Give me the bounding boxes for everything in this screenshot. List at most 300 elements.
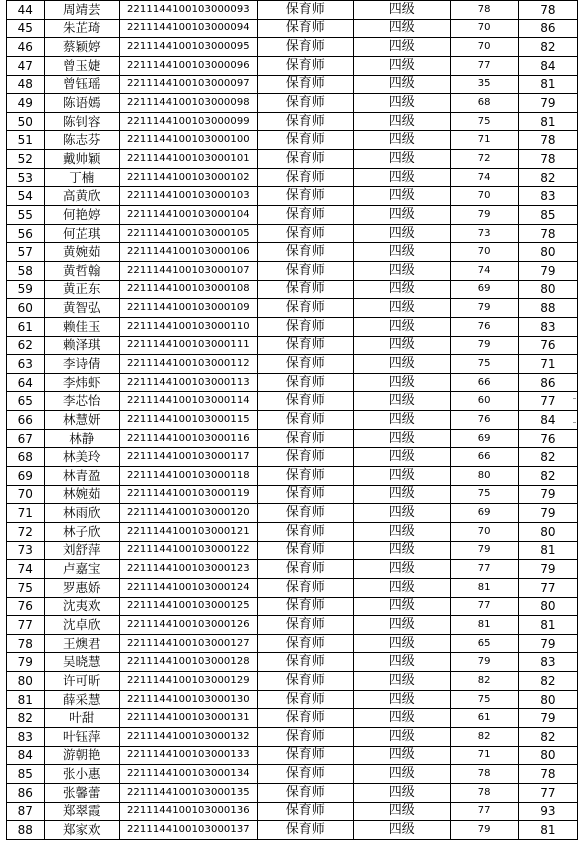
name-cell: 黄婉茹 — [44, 243, 119, 262]
skill-score-cell: 79 — [518, 634, 577, 653]
table-row — [7, 392, 578, 411]
occupation-cell: 保育师 — [257, 783, 353, 802]
table-row — [7, 150, 578, 169]
name-cell: 曾玉婕 — [44, 56, 119, 75]
skill-score-cell: 83 — [518, 317, 577, 336]
certificate-id-cell: 2211144100103000111 — [120, 336, 258, 355]
name-cell: 叶甜 — [44, 709, 119, 728]
certificate-id-cell: 2211144100103000116 — [120, 429, 258, 448]
skill-score-cell: 82 — [518, 467, 577, 486]
theory-score-cell: 66 — [450, 448, 518, 467]
skill-score-cell: 82 — [518, 168, 577, 187]
skill-score-cell: 78 — [518, 150, 577, 169]
row-number: 64 — [7, 373, 45, 392]
level-cell: 四级 — [353, 429, 450, 448]
skill-score-cell: 76 — [518, 336, 577, 355]
level-cell: 四级 — [353, 560, 450, 579]
row-number: 61 — [7, 317, 45, 336]
occupation-cell: 保育师 — [257, 765, 353, 784]
name-cell: 曾钰瑶 — [44, 75, 119, 94]
table-row — [7, 634, 578, 653]
theory-score-cell: 66 — [450, 373, 518, 392]
level-cell: 四级 — [353, 541, 450, 560]
skill-score-cell: 84 — [518, 56, 577, 75]
certificate-id-cell: 2211144100103000129 — [120, 672, 258, 691]
theory-score-cell: 76 — [450, 411, 518, 430]
table-row — [7, 802, 578, 821]
table-row — [7, 597, 578, 616]
skill-score-cell: 81 — [518, 541, 577, 560]
level-cell: 四级 — [353, 578, 450, 597]
skill-score-cell: 81 — [518, 616, 577, 635]
table-row — [7, 653, 578, 672]
theory-score-cell: 68 — [450, 94, 518, 113]
table-row — [7, 429, 578, 448]
theory-score-cell: 70 — [450, 38, 518, 57]
skill-score-cell: 78 — [518, 765, 577, 784]
certificate-id-cell: 2211144100103000135 — [120, 783, 258, 802]
row-number: 72 — [7, 522, 45, 541]
certificate-id-cell: 2211144100103000096 — [120, 56, 258, 75]
theory-score-cell: 78 — [450, 783, 518, 802]
table-row — [7, 317, 578, 336]
table-row — [7, 206, 578, 225]
table-row — [7, 187, 578, 206]
name-cell: 林子欣 — [44, 522, 119, 541]
name-cell: 薛采慧 — [44, 690, 119, 709]
theory-score-cell: 79 — [450, 653, 518, 672]
certificate-id-cell: 2211144100103000115 — [120, 411, 258, 430]
skill-score-cell: 82 — [518, 38, 577, 57]
level-cell: 四级 — [353, 206, 450, 225]
name-cell: 林青盈 — [44, 467, 119, 486]
table-row — [7, 19, 578, 38]
level-cell: 四级 — [353, 821, 450, 840]
level-cell: 四级 — [353, 690, 450, 709]
row-number: 52 — [7, 150, 45, 169]
name-cell: 叶钰萍 — [44, 727, 119, 746]
table-row — [7, 578, 578, 597]
certificate-id-cell: 2211144100103000101 — [120, 150, 258, 169]
level-cell: 四级 — [353, 783, 450, 802]
row-number: 81 — [7, 690, 45, 709]
row-number: 76 — [7, 597, 45, 616]
theory-score-cell: 35 — [450, 75, 518, 94]
level-cell: 四级 — [353, 485, 450, 504]
theory-score-cell: 72 — [450, 150, 518, 169]
skill-score-cell: 78 — [518, 224, 577, 243]
name-cell: 林美玲 — [44, 448, 119, 467]
level-cell: 四级 — [353, 224, 450, 243]
row-number: 66 — [7, 411, 45, 430]
level-cell: 四级 — [353, 727, 450, 746]
theory-score-cell: 78 — [450, 765, 518, 784]
skill-score-cell: 82 — [518, 672, 577, 691]
skill-score-cell: 80 — [518, 522, 577, 541]
certificate-id-cell: 2211144100103000136 — [120, 802, 258, 821]
row-number: 53 — [7, 168, 45, 187]
table-row — [7, 448, 578, 467]
row-number: 56 — [7, 224, 45, 243]
theory-score-cell: 71 — [450, 746, 518, 765]
occupation-cell: 保育师 — [257, 727, 353, 746]
occupation-cell: 保育师 — [257, 597, 353, 616]
theory-score-cell: 77 — [450, 56, 518, 75]
skill-score-cell: 71 — [518, 355, 577, 374]
level-cell: 四级 — [353, 187, 450, 206]
skill-score-cell: 93 — [518, 802, 577, 821]
occupation-cell: 保育师 — [257, 616, 353, 635]
row-number: 55 — [7, 206, 45, 225]
name-cell: 吴晓慧 — [44, 653, 119, 672]
occupation-cell: 保育师 — [257, 336, 353, 355]
theory-score-cell: 82 — [450, 672, 518, 691]
theory-score-cell: 78 — [450, 1, 518, 20]
level-cell: 四级 — [353, 56, 450, 75]
row-number: 54 — [7, 187, 45, 206]
table-row — [7, 616, 578, 635]
theory-score-cell: 71 — [450, 131, 518, 150]
name-cell: 高黄欣 — [44, 187, 119, 206]
theory-score-cell: 81 — [450, 578, 518, 597]
certificate-id-cell: 2211144100103000106 — [120, 243, 258, 262]
name-cell: 何艳婷 — [44, 206, 119, 225]
table-row — [7, 821, 578, 840]
table-row — [7, 560, 578, 579]
theory-score-cell: 74 — [450, 168, 518, 187]
table-row — [7, 690, 578, 709]
name-cell: 李炜虾 — [44, 373, 119, 392]
table-row — [7, 1, 578, 20]
skill-score-cell: 76 — [518, 429, 577, 448]
level-cell: 四级 — [353, 709, 450, 728]
row-number: 70 — [7, 485, 45, 504]
occupation-cell: 保育师 — [257, 448, 353, 467]
skill-score-cell: 79 — [518, 504, 577, 523]
skill-score-cell: 79 — [518, 94, 577, 113]
certificate-id-cell: 2211144100103000121 — [120, 522, 258, 541]
certificate-id-cell: 2211144100103000132 — [120, 727, 258, 746]
name-cell: 林雨欣 — [44, 504, 119, 523]
certificate-id-cell: 2211144100103000100 — [120, 131, 258, 150]
occupation-cell: 保育师 — [257, 75, 353, 94]
theory-score-cell: 77 — [450, 802, 518, 821]
table-row — [7, 485, 578, 504]
level-cell: 四级 — [353, 38, 450, 57]
level-cell: 四级 — [353, 168, 450, 187]
table-row — [7, 131, 578, 150]
row-number: 71 — [7, 504, 45, 523]
level-cell: 四级 — [353, 411, 450, 430]
name-cell: 林婉茹 — [44, 485, 119, 504]
level-cell: 四级 — [353, 653, 450, 672]
certificate-id-cell: 2211144100103000095 — [120, 38, 258, 57]
name-cell: 沈夷欢 — [44, 597, 119, 616]
row-number: 44 — [7, 1, 45, 20]
skill-score-cell: 80 — [518, 746, 577, 765]
certificate-id-cell: 2211144100103000110 — [120, 317, 258, 336]
skill-score-cell: 82 — [518, 727, 577, 746]
row-number: 63 — [7, 355, 45, 374]
certificate-id-cell: 2211144100103000123 — [120, 560, 258, 579]
occupation-cell: 保育师 — [257, 578, 353, 597]
row-number: 79 — [7, 653, 45, 672]
theory-score-cell: 70 — [450, 522, 518, 541]
row-number: 77 — [7, 616, 45, 635]
table-row — [7, 355, 578, 374]
row-number: 78 — [7, 634, 45, 653]
row-number: 73 — [7, 541, 45, 560]
row-number: 45 — [7, 19, 45, 38]
name-cell: 刘舒萍 — [44, 541, 119, 560]
theory-score-cell: 65 — [450, 634, 518, 653]
row-number: 57 — [7, 243, 45, 262]
name-cell: 丁楠 — [44, 168, 119, 187]
certificate-id-cell: 2211144100103000127 — [120, 634, 258, 653]
level-cell: 四级 — [353, 280, 450, 299]
certificate-id-cell: 2211144100103000102 — [120, 168, 258, 187]
row-number: 51 — [7, 131, 45, 150]
skill-score-cell: 81 — [518, 821, 577, 840]
occupation-cell: 保育师 — [257, 821, 353, 840]
occupation-cell: 保育师 — [257, 224, 353, 243]
table-row — [7, 168, 578, 187]
theory-score-cell: 70 — [450, 187, 518, 206]
name-cell: 郑翠霞 — [44, 802, 119, 821]
occupation-cell: 保育师 — [257, 504, 353, 523]
occupation-cell: 保育师 — [257, 243, 353, 262]
certificate-id-cell: 2211144100103000114 — [120, 392, 258, 411]
theory-score-cell: 75 — [450, 355, 518, 374]
table-row — [7, 504, 578, 523]
certificate-id-cell: 2211144100103000137 — [120, 821, 258, 840]
certificate-id-cell: 2211144100103000122 — [120, 541, 258, 560]
table-row — [7, 75, 578, 94]
table-row — [7, 280, 578, 299]
table-row — [7, 541, 578, 560]
theory-score-cell: 69 — [450, 504, 518, 523]
level-cell: 四级 — [353, 467, 450, 486]
table-row — [7, 765, 578, 784]
theory-score-cell: 79 — [450, 541, 518, 560]
row-number: 83 — [7, 727, 45, 746]
level-cell: 四级 — [353, 75, 450, 94]
row-number: 68 — [7, 448, 45, 467]
level-cell: 四级 — [353, 94, 450, 113]
certificate-id-cell: 2211144100103000099 — [120, 112, 258, 131]
table-row — [7, 373, 578, 392]
row-number: 62 — [7, 336, 45, 355]
row-number: 49 — [7, 94, 45, 113]
level-cell: 四级 — [353, 150, 450, 169]
certificate-id-cell: 2211144100103000131 — [120, 709, 258, 728]
level-cell: 四级 — [353, 243, 450, 262]
occupation-cell: 保育师 — [257, 653, 353, 672]
theory-score-cell: 77 — [450, 597, 518, 616]
table-row — [7, 94, 578, 113]
skill-score-cell: 77 — [518, 578, 577, 597]
occupation-cell: 保育师 — [257, 522, 353, 541]
name-cell: 赖佳玉 — [44, 317, 119, 336]
skill-score-cell: 79 — [518, 261, 577, 280]
level-cell: 四级 — [353, 765, 450, 784]
row-number: 65 — [7, 392, 45, 411]
certificate-id-cell: 2211144100103000134 — [120, 765, 258, 784]
certificate-id-cell: 2211144100103000108 — [120, 280, 258, 299]
row-number: 80 — [7, 672, 45, 691]
row-number: 58 — [7, 261, 45, 280]
level-cell: 四级 — [353, 131, 450, 150]
theory-score-cell: 81 — [450, 616, 518, 635]
row-number: 67 — [7, 429, 45, 448]
table-row — [7, 672, 578, 691]
skill-score-cell: 81 — [518, 112, 577, 131]
table-body — [7, 1, 578, 840]
occupation-cell: 保育师 — [257, 19, 353, 38]
certificate-id-cell: 2211144100103000125 — [120, 597, 258, 616]
table-row — [7, 299, 578, 318]
occupation-cell: 保育师 — [257, 150, 353, 169]
occupation-cell: 保育师 — [257, 187, 353, 206]
row-number: 46 — [7, 38, 45, 57]
level-cell: 四级 — [353, 299, 450, 318]
occupation-cell: 保育师 — [257, 261, 353, 280]
row-number: 69 — [7, 467, 45, 486]
row-number: 87 — [7, 802, 45, 821]
theory-score-cell: 79 — [450, 299, 518, 318]
table-row — [7, 411, 578, 430]
occupation-cell: 保育师 — [257, 411, 353, 430]
row-number: 85 — [7, 765, 45, 784]
occupation-cell: 保育师 — [257, 746, 353, 765]
name-cell: 蔡颖婷 — [44, 38, 119, 57]
skill-score-cell: 79 — [518, 485, 577, 504]
theory-score-cell: 79 — [450, 821, 518, 840]
skill-score-cell: 78 — [518, 131, 577, 150]
name-cell: 李诗倩 — [44, 355, 119, 374]
name-cell: 陈钊容 — [44, 112, 119, 131]
table-row — [7, 56, 578, 75]
skill-score-cell: 80 — [518, 280, 577, 299]
skill-score-cell: 79 — [518, 560, 577, 579]
occupation-cell: 保育师 — [257, 280, 353, 299]
occupation-cell: 保育师 — [257, 672, 353, 691]
skill-score-cell: 82 — [518, 448, 577, 467]
certificate-id-cell: 2211144100103000133 — [120, 746, 258, 765]
skill-score-cell: 86 — [518, 373, 577, 392]
certificate-id-cell: 2211144100103000128 — [120, 653, 258, 672]
name-cell: 黄哲翰 — [44, 261, 119, 280]
certificate-id-cell: 2211144100103000126 — [120, 616, 258, 635]
theory-score-cell: 73 — [450, 224, 518, 243]
name-cell: 许可昕 — [44, 672, 119, 691]
occupation-cell: 保育师 — [257, 709, 353, 728]
occupation-cell: 保育师 — [257, 112, 353, 131]
name-cell: 朱芷琦 — [44, 19, 119, 38]
theory-score-cell: 79 — [450, 206, 518, 225]
occupation-cell: 保育师 — [257, 541, 353, 560]
name-cell: 黄智弘 — [44, 299, 119, 318]
occupation-cell: 保育师 — [257, 634, 353, 653]
skill-score-cell: 83 — [518, 653, 577, 672]
skill-score-cell: 80 — [518, 243, 577, 262]
certificate-id-cell: 2211144100103000104 — [120, 206, 258, 225]
table-row — [7, 336, 578, 355]
level-cell: 四级 — [353, 355, 450, 374]
name-cell: 周靖芸 — [44, 1, 119, 20]
certificate-id-cell: 2211144100103000119 — [120, 485, 258, 504]
theory-score-cell: 82 — [450, 727, 518, 746]
certificate-id-cell: 2211144100103000124 — [120, 578, 258, 597]
table-row — [7, 709, 578, 728]
level-cell: 四级 — [353, 261, 450, 280]
occupation-cell: 保育师 — [257, 373, 353, 392]
level-cell: 四级 — [353, 634, 450, 653]
page-edge-mark — [573, 422, 576, 423]
skill-score-cell: 88 — [518, 299, 577, 318]
row-number: 48 — [7, 75, 45, 94]
certificate-id-cell: 2211144100103000097 — [120, 75, 258, 94]
certificate-id-cell: 2211144100103000130 — [120, 690, 258, 709]
occupation-cell: 保育师 — [257, 131, 353, 150]
name-cell: 李芯怡 — [44, 392, 119, 411]
row-number: 75 — [7, 578, 45, 597]
skill-score-cell: 78 — [518, 1, 577, 20]
row-number: 82 — [7, 709, 45, 728]
skill-score-cell: 84 — [518, 411, 577, 430]
certificate-id-cell: 2211144100103000109 — [120, 299, 258, 318]
row-number: 50 — [7, 112, 45, 131]
table-row — [7, 467, 578, 486]
theory-score-cell: 76 — [450, 317, 518, 336]
skill-score-cell: 77 — [518, 783, 577, 802]
level-cell: 四级 — [353, 317, 450, 336]
occupation-cell: 保育师 — [257, 485, 353, 504]
theory-score-cell: 60 — [450, 392, 518, 411]
occupation-cell: 保育师 — [257, 299, 353, 318]
theory-score-cell: 70 — [450, 19, 518, 38]
occupation-cell: 保育师 — [257, 38, 353, 57]
skill-score-cell: 86 — [518, 19, 577, 38]
certificate-id-cell: 2211144100103000107 — [120, 261, 258, 280]
name-cell: 林慧妍 — [44, 411, 119, 430]
name-cell: 林静 — [44, 429, 119, 448]
certificate-id-cell: 2211144100103000094 — [120, 19, 258, 38]
level-cell: 四级 — [353, 448, 450, 467]
occupation-cell: 保育师 — [257, 1, 353, 20]
row-number: 74 — [7, 560, 45, 579]
certificate-id-cell: 2211144100103000112 — [120, 355, 258, 374]
certificate-id-cell: 2211144100103000113 — [120, 373, 258, 392]
skill-score-cell: 83 — [518, 187, 577, 206]
name-cell: 王燠君 — [44, 634, 119, 653]
certificate-id-cell: 2211144100103000105 — [120, 224, 258, 243]
table-row — [7, 38, 578, 57]
table-row — [7, 746, 578, 765]
table-row — [7, 112, 578, 131]
certificate-id-cell: 2211144100103000117 — [120, 448, 258, 467]
certificate-id-cell: 2211144100103000103 — [120, 187, 258, 206]
name-cell: 沈卓欣 — [44, 616, 119, 635]
row-number: 59 — [7, 280, 45, 299]
certificate-id-cell: 2211144100103000093 — [120, 1, 258, 20]
level-cell: 四级 — [353, 802, 450, 821]
occupation-cell: 保育师 — [257, 690, 353, 709]
name-cell: 郑家欢 — [44, 821, 119, 840]
row-number: 86 — [7, 783, 45, 802]
level-cell: 四级 — [353, 373, 450, 392]
page-edge-mark — [573, 398, 576, 399]
